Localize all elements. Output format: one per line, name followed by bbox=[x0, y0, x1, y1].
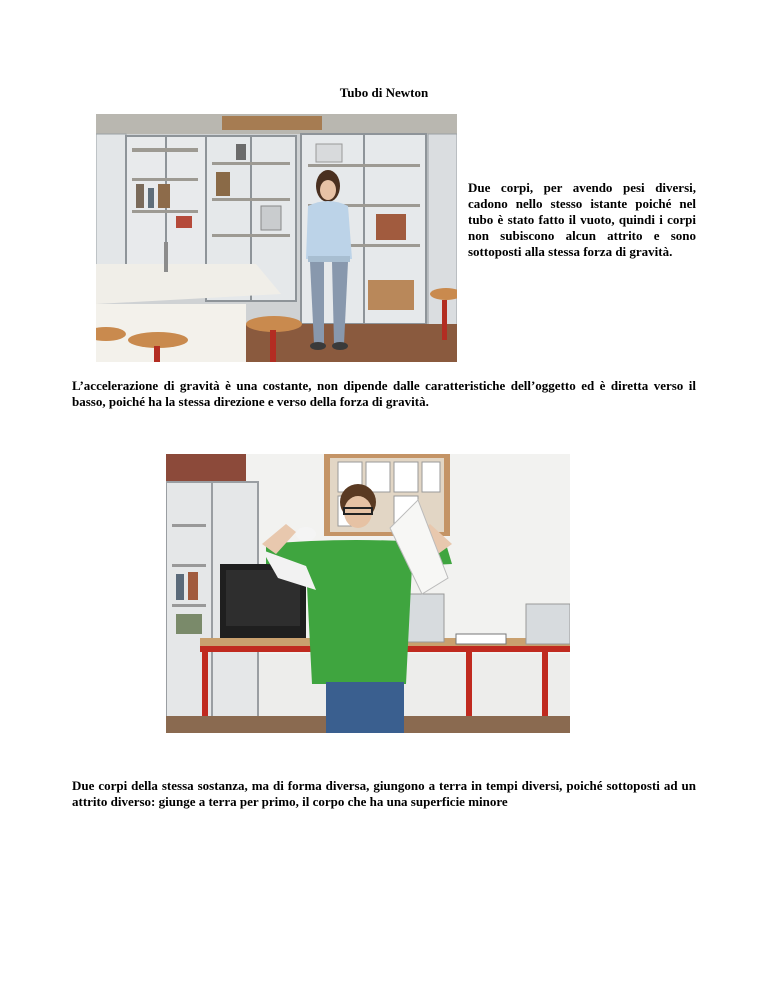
page-title: Tubo di Newton bbox=[339, 85, 429, 100]
paragraph-different-shapes: Due corpi della stessa sostanza, ma di forma diversa, giungono a terra in tempi diversi, poiché sottoposti ad un attrito diverso: giunge a terra per primo, il corpo che ha una superficie minore bbox=[72, 778, 696, 809]
side-description: Due corpi, per avendo pesi diversi, cadono nello stesso istante poiché nel tubo è stato fatto il vuoto, quindi i corpi non subiscono alcun attrito e sono sottoposti alla stessa forza di gravità. bbox=[468, 180, 696, 259]
paragraph-gravity-acceleration: L’accelerazione di gravità è una costante, non dipende dalle caratteristiche dell’oggetto ed è diretta verso il basso, poiché ha la stessa direzione e verso della forza di gravità. bbox=[72, 378, 696, 409]
lab-photo-boy bbox=[166, 454, 570, 733]
lab-photo-girl bbox=[96, 114, 457, 362]
